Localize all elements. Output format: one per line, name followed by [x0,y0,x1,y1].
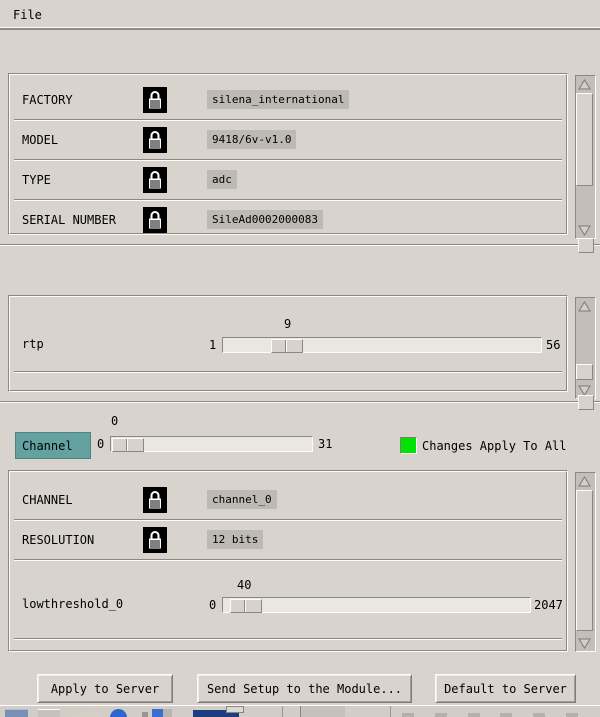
scroll-up-icon[interactable] [576,473,593,489]
menu-divider [0,28,600,30]
channel-row-value: channel_0 [207,490,277,509]
tray-icon[interactable] [566,713,578,717]
tray-icon[interactable] [402,713,414,717]
send-setup-label: Send Setup to the Module... [206,681,403,696]
taskbar-window-fragment[interactable] [226,706,244,713]
model-label: MODEL [22,133,59,147]
row-separator [14,119,562,120]
send-setup-button[interactable] [197,674,412,703]
rtp-max: 56 [546,338,561,352]
channel-value: 0 [111,414,119,428]
channel-slider-thumb[interactable] [112,438,144,452]
channel-max: 31 [318,437,333,451]
serial-number-value: SileAd0002000083 [207,210,323,229]
scroll-down-icon[interactable] [576,635,593,651]
channel-button[interactable] [15,432,91,459]
resolution-value: 12 bits [207,530,263,549]
taskbar-strip [0,705,600,717]
channel-slider[interactable] [110,436,313,452]
taskbar-icon-6[interactable] [152,709,172,717]
apply-to-server-button[interactable] [37,674,173,703]
scrollbar-thumb[interactable] [576,490,593,631]
pane-divider [0,244,600,245]
scroll-up-icon[interactable] [576,298,593,314]
taskbar-icon-3[interactable] [72,709,100,717]
scroll-up-icon[interactable] [576,76,593,92]
lowthreshold-slider-thumb[interactable] [230,599,262,613]
row-separator [14,559,562,560]
lock-icon[interactable] [143,487,167,513]
scrollbar-thumb[interactable] [576,93,593,186]
lock-icon[interactable] [143,167,167,193]
taskbar-icon-4[interactable] [110,709,127,717]
model-value: 9418/6v-v1.0 [207,130,296,149]
sash-handle[interactable] [578,238,594,253]
rtp-separator [14,371,562,372]
lock-icon[interactable] [143,527,167,553]
apply-all-checkbox[interactable] [400,437,417,454]
default-to-server-label: Default to Server [444,681,567,696]
rtp-value: 9 [284,317,292,331]
rtp-min: 1 [209,338,217,352]
pane-divider [0,401,600,402]
row-separator [14,159,562,160]
taskbar-divider [390,706,391,717]
row-separator [14,638,562,639]
scrollbar-thumb[interactable] [576,364,593,380]
row-separator [14,519,562,520]
taskbar-icon-5[interactable] [142,712,148,717]
menu-file[interactable]: File [13,8,42,22]
channel-row-label: CHANNEL [22,493,73,507]
lowthreshold-slider[interactable] [222,597,531,613]
channel-min: 0 [97,437,105,451]
channel-panel-scrollbar[interactable] [575,472,596,652]
info-panel-scrollbar[interactable] [575,75,596,239]
lock-icon[interactable] [143,127,167,153]
lowthreshold-max: 2047 [534,598,563,612]
serial-number-label: SERIAL NUMBER [22,213,116,227]
rtp-panel-scrollbar[interactable] [575,297,596,399]
default-to-server-button[interactable] [435,674,576,703]
lowthreshold-label: lowthreshold_0 [22,597,124,611]
rtp-slider[interactable] [222,337,542,353]
rtp-label: rtp [22,337,44,351]
lowthreshold-min: 0 [209,598,217,612]
type-value: adc [207,170,237,189]
apply-all-label: Changes Apply To All [422,439,567,453]
type-label: TYPE [22,173,51,187]
resolution-label: RESOLUTION [22,533,95,547]
sash-handle[interactable] [578,395,594,410]
scroll-down-icon[interactable] [576,222,593,238]
lock-icon[interactable] [143,87,167,113]
tray-icon[interactable] [533,713,545,717]
taskbar-icon-1[interactable] [5,709,28,717]
taskbar-divider [282,706,283,717]
tray-icon[interactable] [500,713,512,717]
factory-value: silena_international [207,90,349,109]
tray-icon[interactable] [468,713,480,717]
taskbar-icon-2[interactable] [38,709,60,717]
factory-label: FACTORY [22,93,73,107]
channel-button-label: Channel [22,438,73,453]
lock-icon[interactable] [143,207,167,233]
rtp-slider-thumb[interactable] [271,339,303,353]
lowthreshold-value: 40 [237,578,252,592]
taskbar-button[interactable] [300,706,345,717]
channel-settings-panel [8,470,568,652]
menu-bar [0,0,600,28]
apply-to-server-label: Apply to Server [50,681,160,696]
row-separator [14,199,562,200]
tray-icon[interactable] [435,713,447,717]
